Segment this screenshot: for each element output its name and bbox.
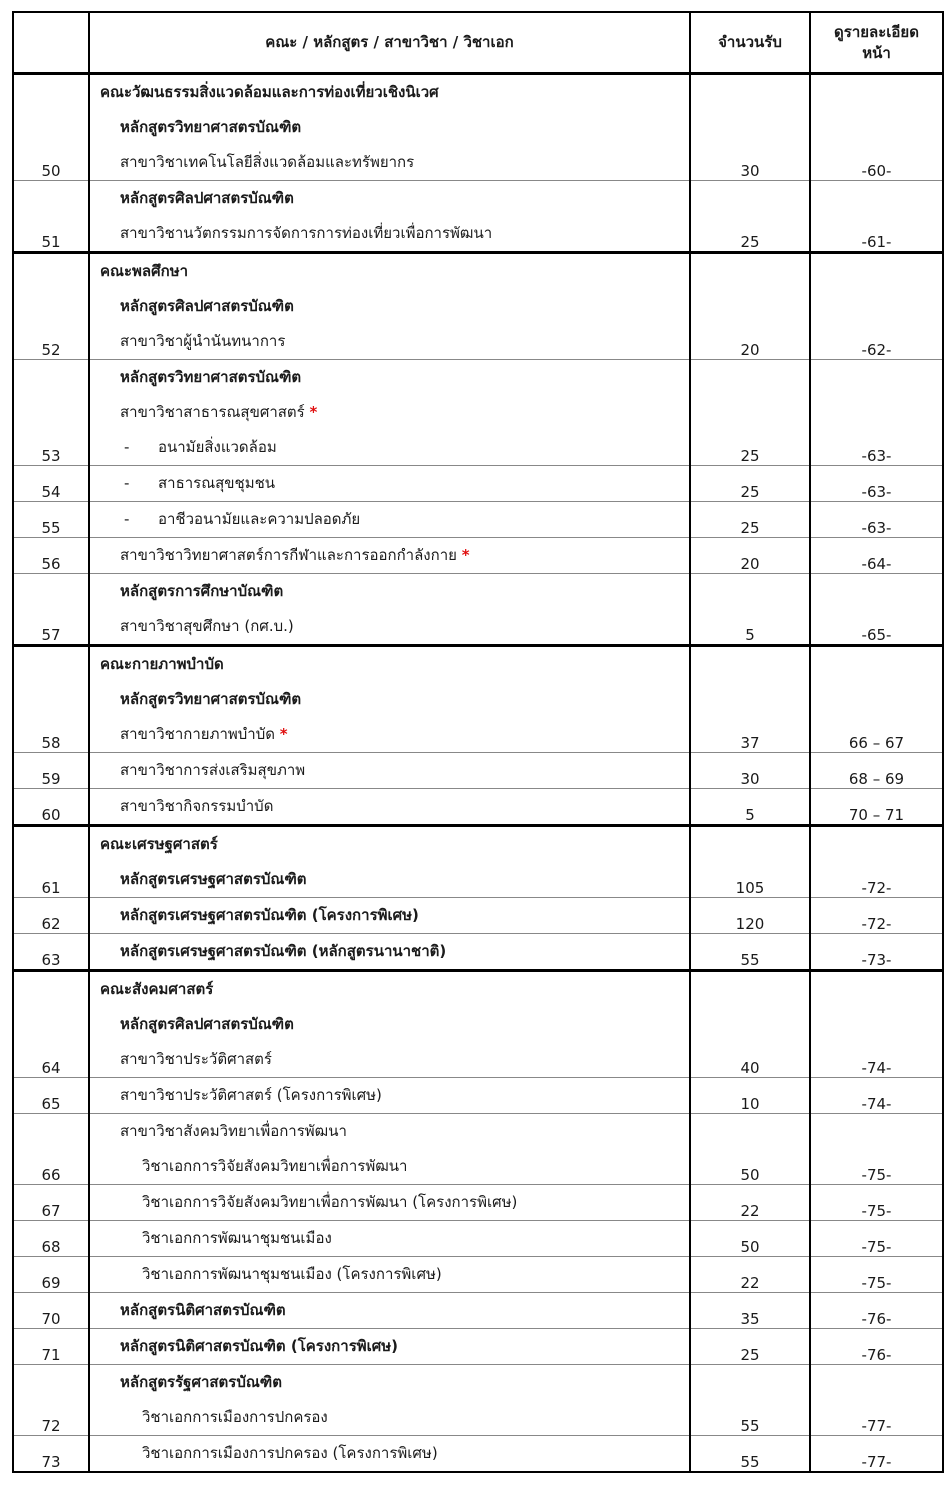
table-row <box>13 1365 943 1436</box>
capacity-value: 25 <box>690 360 810 466</box>
program-cell <box>89 538 690 574</box>
dash-marker: - <box>124 438 130 456</box>
program-table <box>12 11 944 1473</box>
table-row <box>13 898 943 934</box>
curriculum-name <box>90 1365 689 1400</box>
line-text: หลักสูตรศิลปศาสตรบัณฑิต <box>120 189 294 207</box>
page-ref: -74- <box>810 1078 943 1114</box>
table-row <box>13 1221 943 1257</box>
capacity-value: 35 <box>690 1293 810 1329</box>
line-text: สาขาวิชาประวัติศาสตร์ <box>120 1050 272 1068</box>
line-text: สาขาวิชาสาธารณสุขศาสตร์ <box>120 403 305 421</box>
table-row <box>13 1293 943 1329</box>
line-text: สาขาวิชาเทคโนโลยีสิ่งแวดล้อมและทรัพยากร <box>120 153 415 171</box>
field-name <box>90 502 689 537</box>
line-text: หลักสูตรศิลปศาสตรบัณฑิต <box>120 1015 294 1033</box>
program-cell <box>89 574 690 646</box>
curriculum-name <box>90 682 689 717</box>
program-cell <box>89 253 690 360</box>
row-number: 60 <box>13 789 89 826</box>
required-asterisk: * <box>461 546 470 564</box>
page-ref: -77- <box>810 1365 943 1436</box>
major-name <box>90 1257 689 1292</box>
page-ref: -77- <box>810 1436 943 1473</box>
header-num <box>13 12 89 74</box>
line-text: คณะพลศึกษา <box>100 262 189 280</box>
curriculum-name <box>90 1293 689 1328</box>
page-ref: -65- <box>810 574 943 646</box>
program-cell <box>89 1257 690 1293</box>
program-cell <box>89 646 690 753</box>
row-number: 51 <box>13 181 89 253</box>
program-cell <box>89 789 690 826</box>
line-text: หลักสูตรวิทยาศาสตรบัณฑิต <box>120 118 302 136</box>
required-asterisk: * <box>279 725 288 743</box>
line-text: สาขาวิชากิจกรรมบำบัด <box>120 797 274 815</box>
curriculum-name <box>90 289 689 324</box>
field-name <box>90 717 689 752</box>
curriculum-name <box>90 862 689 897</box>
program-cell <box>89 898 690 934</box>
table-header <box>13 12 943 74</box>
program-cell <box>89 74 690 181</box>
table-row <box>13 538 943 574</box>
line-text: อาชีวอนามัยและความปลอดภัย <box>158 510 361 528</box>
capacity-value: 30 <box>690 753 810 789</box>
table-row <box>13 74 943 181</box>
row-number: 65 <box>13 1078 89 1114</box>
page-ref: 68 – 69 <box>810 753 943 789</box>
page-ref: 70 – 71 <box>810 789 943 826</box>
row-number: 61 <box>13 826 89 898</box>
table-row <box>13 253 943 360</box>
field-name <box>90 395 689 430</box>
program-cell <box>89 1114 690 1185</box>
table-row <box>13 1185 943 1221</box>
header-capacity: จำนวนรับ <box>690 12 810 74</box>
row-number: 73 <box>13 1436 89 1473</box>
faculty-name <box>90 254 689 289</box>
program-cell <box>89 1221 690 1257</box>
line-text: หลักสูตรนิติศาสตรบัณฑิต <box>120 1301 286 1319</box>
program-cell <box>89 934 690 971</box>
program-cell <box>89 826 690 898</box>
page-ref: -76- <box>810 1293 943 1329</box>
table-row <box>13 646 943 753</box>
program-cell <box>89 1329 690 1365</box>
capacity-value: 25 <box>690 502 810 538</box>
capacity-value: 30 <box>690 74 810 181</box>
row-number: 55 <box>13 502 89 538</box>
line-text: หลักสูตรเศรษฐศาสตรบัณฑิต (โครงการพิเศษ) <box>120 906 419 924</box>
table-row <box>13 934 943 971</box>
capacity-value: 25 <box>690 181 810 253</box>
page-ref: -63- <box>810 466 943 502</box>
line-text: หลักสูตรศิลปศาสตรบัณฑิต <box>120 297 294 315</box>
line-text: วิชาเอกการพัฒนาชุมชนเมือง (โครงการพิเศษ) <box>142 1265 442 1283</box>
row-number: 67 <box>13 1185 89 1221</box>
field-name <box>90 466 689 501</box>
line-text: สาขาวิชาประวัติศาสตร์ (โครงการพิเศษ) <box>120 1086 382 1104</box>
table-row <box>13 360 943 466</box>
row-number: 53 <box>13 360 89 466</box>
table-row <box>13 466 943 502</box>
line-text: วิชาเอกการเมืองการปกครอง <box>142 1408 328 1426</box>
line-text: สาขาวิชาสังคมวิทยาเพื่อการพัฒนา <box>120 1122 347 1140</box>
curriculum-name <box>90 181 689 216</box>
program-cell <box>89 1078 690 1114</box>
header-page-line2: หน้า <box>862 43 891 62</box>
header-page <box>810 12 943 74</box>
capacity-value: 50 <box>690 1221 810 1257</box>
capacity-value: 25 <box>690 1329 810 1365</box>
capacity-value: 10 <box>690 1078 810 1114</box>
major-name <box>90 1436 689 1471</box>
page-ref: -75- <box>810 1221 943 1257</box>
line-text: สาขาวิชาผู้นำนันทนาการ <box>120 332 286 350</box>
major-name <box>90 1149 689 1184</box>
table-row <box>13 1114 943 1185</box>
table-row <box>13 753 943 789</box>
header-program: คณะ / หลักสูตร / สาขาวิชา / วิชาเอก <box>89 12 690 74</box>
required-asterisk: * <box>309 403 318 421</box>
capacity-value: 25 <box>690 466 810 502</box>
capacity-value: 120 <box>690 898 810 934</box>
line-text: สาธารณสุขชุมชน <box>158 474 276 492</box>
program-cell <box>89 1436 690 1473</box>
program-cell <box>89 502 690 538</box>
page-ref: -63- <box>810 360 943 466</box>
curriculum-name <box>90 110 689 145</box>
capacity-value: 5 <box>690 789 810 826</box>
page-ref: -61- <box>810 181 943 253</box>
table-row <box>13 574 943 646</box>
page-ref: -73- <box>810 934 943 971</box>
capacity-value: 37 <box>690 646 810 753</box>
dash-marker: - <box>124 474 130 492</box>
capacity-value: 50 <box>690 1114 810 1185</box>
page-ref: -64- <box>810 538 943 574</box>
capacity-value: 40 <box>690 971 810 1078</box>
line-text: คณะเศรษฐศาสตร์ <box>100 835 218 853</box>
page-ref: -72- <box>810 898 943 934</box>
capacity-value: 55 <box>690 934 810 971</box>
row-number: 62 <box>13 898 89 934</box>
page-ref: -76- <box>810 1329 943 1365</box>
field-name <box>90 753 689 788</box>
curriculum-name <box>90 574 689 609</box>
line-text: สาขาวิชานวัตกรรมการจัดการการท่องเที่ยวเพื่อการพัฒนา <box>120 224 493 242</box>
line-text: สาขาวิชาการส่งเสริมสุขภาพ <box>120 761 306 779</box>
table-row <box>13 1436 943 1473</box>
capacity-value: 22 <box>690 1185 810 1221</box>
row-number: 56 <box>13 538 89 574</box>
program-cell <box>89 1293 690 1329</box>
line-text: หลักสูตรวิทยาศาสตรบัณฑิต <box>120 368 302 386</box>
line-text: หลักสูตรเศรษฐศาสตรบัณฑิต (หลักสูตรนานาชาติ) <box>120 942 447 960</box>
major-name <box>90 1185 689 1220</box>
field-name <box>90 789 689 824</box>
table-row <box>13 502 943 538</box>
line-text: วิชาเอกการวิจัยสังคมวิทยาเพื่อการพัฒนา <box>142 1157 408 1175</box>
page-ref: -75- <box>810 1257 943 1293</box>
page-ref: -63- <box>810 502 943 538</box>
row-number: 52 <box>13 253 89 360</box>
line-text: สาขาวิชากายภาพบำบัด <box>120 725 275 743</box>
row-number: 50 <box>13 74 89 181</box>
page-ref: -72- <box>810 826 943 898</box>
curriculum-name <box>90 1329 689 1364</box>
line-text: อนามัยสิ่งแวดล้อม <box>158 438 277 456</box>
line-text: วิชาเอกการวิจัยสังคมวิทยาเพื่อการพัฒนา (โครงการพิเศษ) <box>142 1193 518 1211</box>
capacity-value: 22 <box>690 1257 810 1293</box>
line-text: วิชาเอกการเมืองการปกครอง (โครงการพิเศษ) <box>142 1444 438 1462</box>
curriculum-name <box>90 898 689 933</box>
major-name <box>90 1221 689 1256</box>
page-ref: -74- <box>810 971 943 1078</box>
line-text: คณะวัฒนธรรมสิ่งแวดล้อมและการท่องเที่ยวเชิงนิเวศ <box>100 83 439 101</box>
row-number: 64 <box>13 971 89 1078</box>
line-text: คณะสังคมศาสตร์ <box>100 980 214 998</box>
line-text: สาขาวิชาวิทยาศาสตร์การกีฬาและการออกกำลังกาย <box>120 546 457 564</box>
row-number: 68 <box>13 1221 89 1257</box>
line-text: วิชาเอกการพัฒนาชุมชนเมือง <box>142 1229 332 1247</box>
program-cell <box>89 360 690 466</box>
curriculum-name <box>90 934 689 969</box>
dash-marker: - <box>124 510 130 528</box>
curriculum-name <box>90 1007 689 1042</box>
header-page-line1: ดูรายละเอียด <box>834 22 919 41</box>
line-text: คณะกายภาพบำบัด <box>100 655 224 673</box>
program-cell <box>89 1185 690 1221</box>
table-row <box>13 1257 943 1293</box>
capacity-value: 55 <box>690 1436 810 1473</box>
faculty-name <box>90 827 689 862</box>
table-row <box>13 971 943 1078</box>
row-number: 71 <box>13 1329 89 1365</box>
row-number: 57 <box>13 574 89 646</box>
row-number: 59 <box>13 753 89 789</box>
row-number: 54 <box>13 466 89 502</box>
capacity-value: 5 <box>690 574 810 646</box>
page-ref: -62- <box>810 253 943 360</box>
row-number: 58 <box>13 646 89 753</box>
curriculum-name <box>90 360 689 395</box>
field-name <box>90 216 689 251</box>
row-number: 70 <box>13 1293 89 1329</box>
line-text: หลักสูตรนิติศาสตรบัณฑิต (โครงการพิเศษ) <box>120 1337 399 1355</box>
table-body <box>13 74 943 1473</box>
faculty-name <box>90 75 689 110</box>
table-row <box>13 789 943 826</box>
field-name <box>90 1114 689 1149</box>
field-name <box>90 1042 689 1077</box>
line-text: หลักสูตรเศรษฐศาสตรบัณฑิต <box>120 870 307 888</box>
table-row <box>13 181 943 253</box>
program-cell <box>89 466 690 502</box>
line-text: หลักสูตรการศึกษาบัณฑิต <box>120 582 284 600</box>
page-ref: -75- <box>810 1114 943 1185</box>
field-name <box>90 609 689 644</box>
capacity-value: 105 <box>690 826 810 898</box>
row-number: 69 <box>13 1257 89 1293</box>
line-text: หลักสูตรรัฐศาสตรบัณฑิต <box>120 1373 282 1391</box>
program-cell <box>89 753 690 789</box>
table-row <box>13 1329 943 1365</box>
capacity-value: 55 <box>690 1365 810 1436</box>
program-cell <box>89 181 690 253</box>
table-row <box>13 826 943 898</box>
field-name <box>90 1078 689 1113</box>
row-number: 66 <box>13 1114 89 1185</box>
field-name <box>90 538 689 573</box>
page-ref: -60- <box>810 74 943 181</box>
row-number: 63 <box>13 934 89 971</box>
capacity-value: 20 <box>690 538 810 574</box>
faculty-name <box>90 647 689 682</box>
capacity-value: 20 <box>690 253 810 360</box>
line-text: หลักสูตรวิทยาศาสตรบัณฑิต <box>120 690 302 708</box>
table-row <box>13 1078 943 1114</box>
field-name <box>90 145 689 180</box>
row-number: 72 <box>13 1365 89 1436</box>
page-ref: -75- <box>810 1185 943 1221</box>
program-cell <box>89 971 690 1078</box>
page-ref: 66 – 67 <box>810 646 943 753</box>
line-text: สาขาวิชาสุขศึกษา (กศ.บ.) <box>120 617 294 635</box>
faculty-name <box>90 972 689 1007</box>
program-cell <box>89 1365 690 1436</box>
field-name <box>90 324 689 359</box>
field-name <box>90 430 689 465</box>
major-name <box>90 1400 689 1435</box>
